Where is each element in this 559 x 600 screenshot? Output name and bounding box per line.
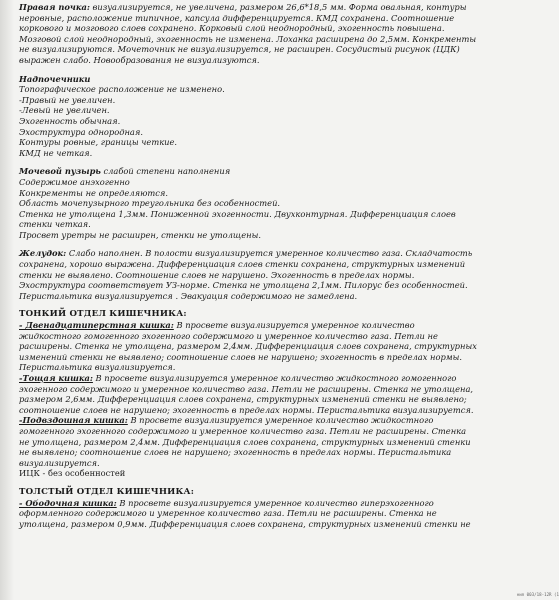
stomach-line: стенки не выявлено. Соотношение слоев не нарушено. Эхогенность в пределах нормы. xyxy=(19,269,415,280)
ick-note: ИЦК - без особенностей xyxy=(19,468,126,479)
colon-line: - Ободочная кишка: В просвете визуализируется умеренное количество гиперэхогенного xyxy=(19,497,434,508)
section-large-intestine xyxy=(19,487,549,529)
kidney-line: не визуализируются. Мочеточник не визуализируется, не расширен. Сосудистый рисунок (ЦДК) xyxy=(19,44,460,55)
section-adrenals xyxy=(19,74,549,159)
bladder-line: стенки четкая. xyxy=(19,219,91,230)
bladder-line: Содержимое анэхогенно xyxy=(19,176,130,187)
stomach-line: Эхоструктура соответствует УЗ-норме. Стенка не утолщена 2,1мм. Пилорус без особенностей. xyxy=(19,280,468,291)
adrenals-line: Контуры ровные, границы четкие. xyxy=(19,137,178,148)
bladder-line: Стенка не утолщена 1,3мм. Пониженной эхогенности. Двухконтурная. Дифференциация слоев xyxy=(19,208,456,219)
adrenals-line: Эхогенность обычная. xyxy=(19,115,121,126)
kidney-line: Правая почка: визуализируется, не увеличена, размером 26,6*18,5 мм. Форма овальная, контуры xyxy=(19,2,467,12)
small-intestine-title: ТОНКИЙ ОТДЕЛ КИШЕЧНИКА: xyxy=(19,309,187,320)
section-right-kidney xyxy=(19,2,549,66)
ultrasound-report xyxy=(19,2,549,529)
jejunum-title: -Тощая кишка: xyxy=(19,373,93,383)
colon-line: оформленного содержимого и умеренное количество газа. Петли не расширены. Стенка не xyxy=(19,508,437,519)
stomach-title: Желудок: xyxy=(19,248,67,259)
adrenals-line: КМД не четкая. xyxy=(19,147,93,158)
duodenum-line: изменений стенки не выявлено; соотношение слоев не нарушено; эхогенность в пределах нормы. xyxy=(19,351,463,362)
bladder-line: Мочевой пузырь слабой степени наполнения xyxy=(19,166,231,177)
duodenum-line: Перистальтика визуализируется. xyxy=(19,362,176,373)
bladder-line: Конкременты не определяются. xyxy=(19,187,169,198)
section-stomach xyxy=(19,248,549,301)
kidney-line: Мозговой слой неоднородный, эхогенность не изменена. Лоханка расширена до 2,5мм. Конкременты xyxy=(19,33,477,44)
scan-edge-shadow xyxy=(0,0,14,600)
jejunum-line: эхогенного содержимого и умеренное количество газа. Петли не расширены. Стенка не утолщена, xyxy=(19,383,474,394)
adrenals-title: Надпочечники xyxy=(19,73,91,84)
bladder-line: Область мочепузырного треугольника без особенностей. xyxy=(19,198,281,209)
kidney-line: выражен слабо. Новообразования не визуализуются. xyxy=(19,54,260,65)
kidney-title: Правая почка: xyxy=(19,2,90,12)
colon-title: - Ободочная кишка: xyxy=(19,497,117,508)
duodenum-line: - Двенадцатиперстная кишка: В просвете визуализируется умеренное количество xyxy=(19,320,415,331)
duodenum-line: расширены. Стенка не утолщена, размером 2,4мм. Дифференциация слоев сохранена, структурных xyxy=(19,341,477,352)
jejunum-line: соотношение слоев не нарушено; эхогенность в пределах нормы. Перистальтика визуализируется. xyxy=(19,404,474,415)
jejunum-line: размером 2,6мм. Дифференциация слоев сохранена, структурных изменений стенки не выявлено; xyxy=(19,394,467,405)
ileum-line: визуализируется. xyxy=(19,457,100,468)
duodenum-line: жидкостного гомогенного эхогенного содержимого и умеренное количество газа. Петли не xyxy=(19,330,438,341)
bladder-line: Просвет уретры не расширен, стенки не утолщены. xyxy=(19,229,261,240)
kidney-line: неровные, расположение типичное, капсула дифференцируется. КМД сохранена. Соотношение xyxy=(19,12,455,23)
ileum-title: -Подвздошная кишка: xyxy=(19,415,128,426)
section-small-intestine xyxy=(19,309,549,479)
ileum-line: не утолщена, размером 2,4мм. Дифференциация слоев сохранена, структурных изменений стенки xyxy=(19,436,471,447)
adrenals-line: Эхоструктура однородная. xyxy=(19,126,144,137)
section-bladder xyxy=(19,166,549,240)
adrenals-line: -Правый не увеличен. xyxy=(19,94,116,105)
bladder-title: Мочевой пузырь xyxy=(19,166,101,177)
stomach-line: Желудок: Слабо наполнен. В полости визуализируется умеренное количество газа. Складчатость xyxy=(19,248,473,259)
cut-footer-text: ния 003/18-12R (1 xyxy=(516,593,559,598)
large-intestine-title: ТОЛСТЫЙ ОТДЕЛ КИШЕЧНИКА: xyxy=(19,486,195,497)
ileum-line: гомогенного эхогенного содержимого и умеренное количество газа. Петли не расширены. Стенка xyxy=(19,425,467,436)
adrenals-line: -Левый не увеличен. xyxy=(19,105,110,116)
stomach-line: Перистальтика визуализируется . Эвакуация содержимого не замедлена. xyxy=(19,290,358,301)
kidney-line: коркового и мозгового слоев сохранено. Корковый слой неоднородный, эхогенность повышена. xyxy=(19,23,445,34)
colon-line: утолщена, размером 0,9мм. Дифференциация слоев сохранена, структурных изменений стенки не xyxy=(19,518,471,529)
stomach-line: сохранена, хорошо выражена. Дифференциация слоев стенки сохранена, структурных изменений xyxy=(19,259,466,270)
ileum-line: не выявлено; соотношение слоев не нарушено; эхогенность в пределах нормы. Перистальтика xyxy=(19,447,452,458)
duodenum-title: - Двенадцатиперстная кишка: xyxy=(19,320,174,331)
ileum-line: -Подвздошная кишка: В просвете визуализируется умеренное количество жидкостного xyxy=(19,415,434,426)
jejunum-line: -Тощая кишка: В просвете визуализируется умеренное количество жидкостного гомогенного xyxy=(19,373,457,383)
adrenals-line: Топографическое расположение не изменено. xyxy=(19,84,225,95)
